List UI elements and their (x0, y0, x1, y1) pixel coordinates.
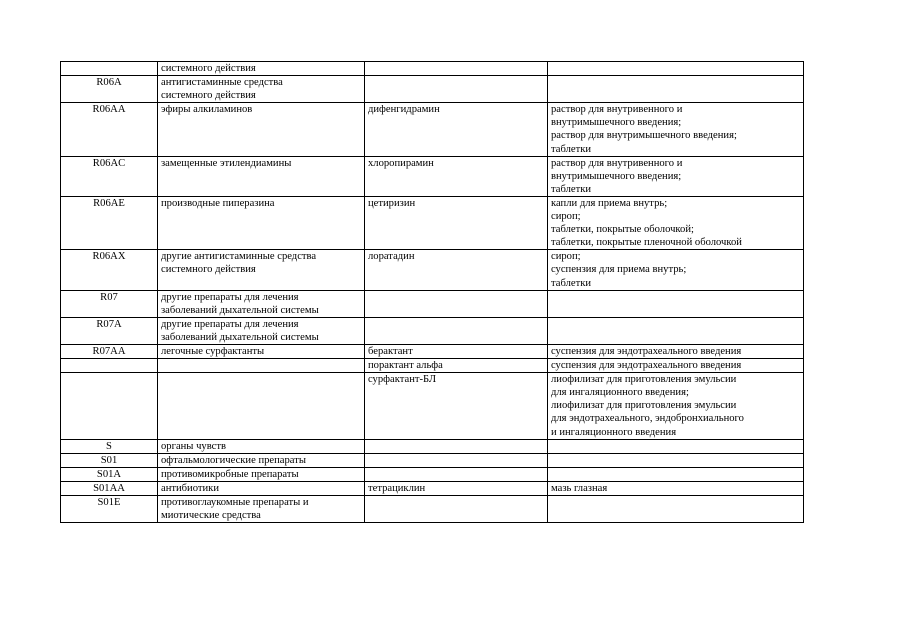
anatomical-therapeutic-group-cell (158, 496, 365, 523)
atc-code-cell (61, 373, 158, 439)
dosage-form-line: мазь глазная (551, 482, 608, 494)
table-row (61, 496, 804, 523)
atc-code-cell: R07A (61, 317, 158, 344)
atc-code-cell: R06AC (61, 156, 158, 196)
table-body (61, 62, 804, 523)
atc-code-cell: S01AA (61, 481, 158, 495)
dosage-form-cell (548, 196, 804, 249)
table-row (61, 467, 804, 481)
dosage-form-line: суспензия для эндотрахеального введения (551, 345, 742, 357)
group-name-line: заболеваний дыхательной системы (161, 331, 319, 343)
anatomical-therapeutic-group-cell (158, 103, 365, 156)
drug-name-cell (365, 317, 548, 344)
dosage-form-line: сироп; (551, 211, 581, 223)
drug-name-cell: лоратадин (365, 250, 548, 290)
dosage-form-line: таблетки (551, 277, 592, 289)
dosage-form-cell (548, 290, 804, 317)
table-row (61, 481, 804, 495)
table-row (61, 156, 804, 196)
table-row (61, 359, 804, 373)
drug-name-cell: берактант (365, 344, 548, 358)
anatomical-therapeutic-group-cell (158, 481, 365, 495)
atc-code-cell: R06AX (61, 250, 158, 290)
dosage-form-cell (548, 250, 804, 290)
table-row (61, 62, 804, 76)
table-row (61, 317, 804, 344)
dosage-form-line: капли для приема внутрь; (551, 197, 668, 209)
dosage-form-cell (548, 481, 804, 495)
drug-name-cell (365, 496, 548, 523)
dosage-form-line: суспензия для эндотрахеального введения (551, 360, 742, 372)
dosage-form-line: внутримышечного введения; (551, 170, 682, 182)
dosage-form-line: таблетки (551, 143, 592, 155)
dosage-form-cell (548, 373, 804, 439)
anatomical-therapeutic-group-cell (158, 359, 365, 373)
table-row (61, 453, 804, 467)
group-name-line: органы чувств (161, 440, 226, 452)
table-row (61, 76, 804, 103)
dosage-form-cell (548, 467, 804, 481)
drug-classification-table (60, 61, 804, 523)
anatomical-therapeutic-group-cell (158, 439, 365, 453)
dosage-form-cell (548, 62, 804, 76)
dosage-form-line: суспензия для приема внутрь; (551, 264, 687, 276)
table-row (61, 290, 804, 317)
table-row (61, 344, 804, 358)
dosage-form-cell (548, 453, 804, 467)
drug-name-cell: дифенгидрамин (365, 103, 548, 156)
drug-name-cell (365, 76, 548, 103)
dosage-form-cell (548, 103, 804, 156)
anatomical-therapeutic-group-cell (158, 156, 365, 196)
dosage-form-line: таблетки, покрытые пленочной оболочкой (551, 237, 742, 249)
atc-code-cell: S01A (61, 467, 158, 481)
atc-code-cell: R06AE (61, 196, 158, 249)
anatomical-therapeutic-group-cell (158, 467, 365, 481)
atc-code-cell: R06AA (61, 103, 158, 156)
anatomical-therapeutic-group-cell (158, 453, 365, 467)
group-name-line: легочные сурфактанты (161, 345, 265, 357)
dosage-form-line: раствор для внутримышечного введения; (551, 130, 737, 142)
anatomical-therapeutic-group-cell (158, 62, 365, 76)
group-name-line: другие препараты для лечения (161, 318, 299, 330)
drug-name-cell: хлоропирамин (365, 156, 548, 196)
dosage-form-line: раствор для внутривенного и (551, 157, 683, 169)
dosage-form-cell (548, 439, 804, 453)
dosage-form-cell (548, 156, 804, 196)
dosage-form-cell (548, 76, 804, 103)
group-name-line: противомикробные препараты (161, 468, 299, 480)
anatomical-therapeutic-group-cell (158, 290, 365, 317)
atc-code-cell: R07 (61, 290, 158, 317)
group-name-line: миотические средства (161, 510, 261, 522)
drug-name-cell: цетиризин (365, 196, 548, 249)
drug-name-cell: тетрациклин (365, 481, 548, 495)
group-name-line: эфиры алкиламинов (161, 104, 253, 116)
group-name-line: замещенные этилендиамины (161, 157, 292, 169)
atc-code-cell (61, 359, 158, 373)
dosage-form-line: для ингаляционного введения; (551, 387, 689, 399)
drug-name-cell (365, 290, 548, 317)
dosage-form-line: внутримышечного введения; (551, 117, 682, 129)
atc-code-cell: S01 (61, 453, 158, 467)
dosage-form-line: таблетки, покрытые оболочкой; (551, 224, 694, 236)
atc-code-cell: S (61, 439, 158, 453)
drug-name-cell (365, 453, 548, 467)
table-row (61, 250, 804, 290)
dosage-form-line: раствор для внутривенного и (551, 104, 683, 116)
atc-code-cell: R06A (61, 76, 158, 103)
dosage-form-line: лиофилизат для приготовления эмульсии (551, 374, 737, 386)
anatomical-therapeutic-group-cell (158, 250, 365, 290)
group-name-line: системного действия (161, 90, 256, 102)
drug-name-cell: порактант альфа (365, 359, 548, 373)
dosage-form-cell (548, 317, 804, 344)
dosage-form-cell (548, 496, 804, 523)
atc-code-cell: S01E (61, 496, 158, 523)
atc-code-cell (61, 62, 158, 76)
table-row (61, 103, 804, 156)
group-name-line: производные пиперазина (161, 197, 275, 209)
drug-name-cell (365, 467, 548, 481)
anatomical-therapeutic-group-cell (158, 196, 365, 249)
dosage-form-line: лиофилизат для приготовления эмульсии (551, 400, 737, 412)
drug-name-cell (365, 439, 548, 453)
atc-code-cell: R07AA (61, 344, 158, 358)
dosage-form-line: и ингаляционного введения (551, 426, 677, 438)
drug-name-cell: сурфактант-БЛ (365, 373, 548, 439)
dosage-form-line: сироп; (551, 251, 581, 263)
group-name-line: противоглаукомные препараты и (161, 497, 309, 508)
group-name-line: другие антигистаминные средства (161, 251, 317, 263)
table-row (61, 196, 804, 249)
table-row (61, 373, 804, 439)
dosage-form-line: для эндотрахеального, эндобронхиального (551, 413, 744, 425)
drug-name-cell (365, 62, 548, 76)
group-name-line: заболеваний дыхательной системы (161, 304, 319, 316)
table-row (61, 439, 804, 453)
group-name-line: антибиотики (161, 482, 220, 494)
group-name-line: антигистаминные средства (161, 77, 283, 89)
dosage-form-line: таблетки (551, 183, 592, 195)
anatomical-therapeutic-group-cell (158, 76, 365, 103)
anatomical-therapeutic-group-cell (158, 317, 365, 344)
group-name-line: другие препараты для лечения (161, 291, 299, 303)
group-name-line: системного действия (161, 63, 256, 74)
anatomical-therapeutic-group-cell (158, 344, 365, 358)
dosage-form-cell (548, 359, 804, 373)
group-name-line: системного действия (161, 264, 256, 276)
dosage-form-cell (548, 344, 804, 358)
group-name-line: офтальмологические препараты (161, 454, 306, 466)
anatomical-therapeutic-group-cell (158, 373, 365, 439)
